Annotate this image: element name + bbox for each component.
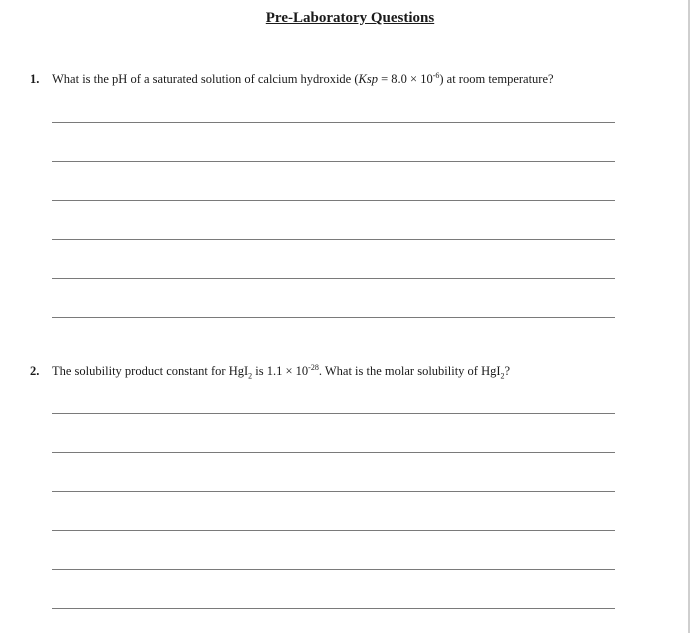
- question-2-subscript-b: 2: [500, 371, 505, 381]
- answer-line-q1-2[interactable]: [52, 161, 615, 162]
- question-1-text-b: = 8.0 × 10: [377, 72, 433, 86]
- answer-line-q2-4[interactable]: [52, 530, 615, 531]
- question-2-exponent: -28: [308, 362, 319, 372]
- question-1-ksp-label: Ksp: [358, 72, 378, 86]
- question-1-text-c: ) at room temperature?: [439, 72, 554, 86]
- answer-line-q1-5[interactable]: [52, 278, 615, 279]
- answer-line-q1-4[interactable]: [52, 239, 615, 240]
- question-2: [30, 364, 510, 379]
- answer-line-q2-1[interactable]: [52, 413, 615, 414]
- question-2-subscript-a: 2: [248, 371, 253, 381]
- question-2-text-b: is 1.1 × 10: [252, 364, 309, 378]
- question-1-number: 1.: [30, 72, 40, 86]
- answer-line-q1-1[interactable]: [52, 122, 615, 123]
- question-1-text-a: What is the pH of a saturated solution of calcium hydroxide (: [52, 72, 359, 86]
- question-1-exponent: -6: [432, 70, 440, 80]
- question-2-number: 2.: [30, 364, 40, 378]
- answer-line-q2-6[interactable]: [52, 608, 615, 609]
- question-1: [30, 72, 554, 87]
- answer-line-q2-2[interactable]: [52, 452, 615, 453]
- page-title: Pre-Laboratory Questions: [265, 10, 435, 26]
- question-2-text-d: ?: [504, 364, 511, 378]
- answer-line-q1-6[interactable]: [52, 317, 615, 318]
- answer-line-q1-3[interactable]: [52, 200, 615, 201]
- question-2-text-c: . What is the molar solubility of HgI: [318, 364, 501, 378]
- answer-line-q2-5[interactable]: [52, 569, 615, 570]
- answer-line-q2-3[interactable]: [52, 491, 615, 492]
- question-2-text-a: The solubility product constant for HgI: [52, 364, 249, 378]
- page-edge: [688, 0, 690, 633]
